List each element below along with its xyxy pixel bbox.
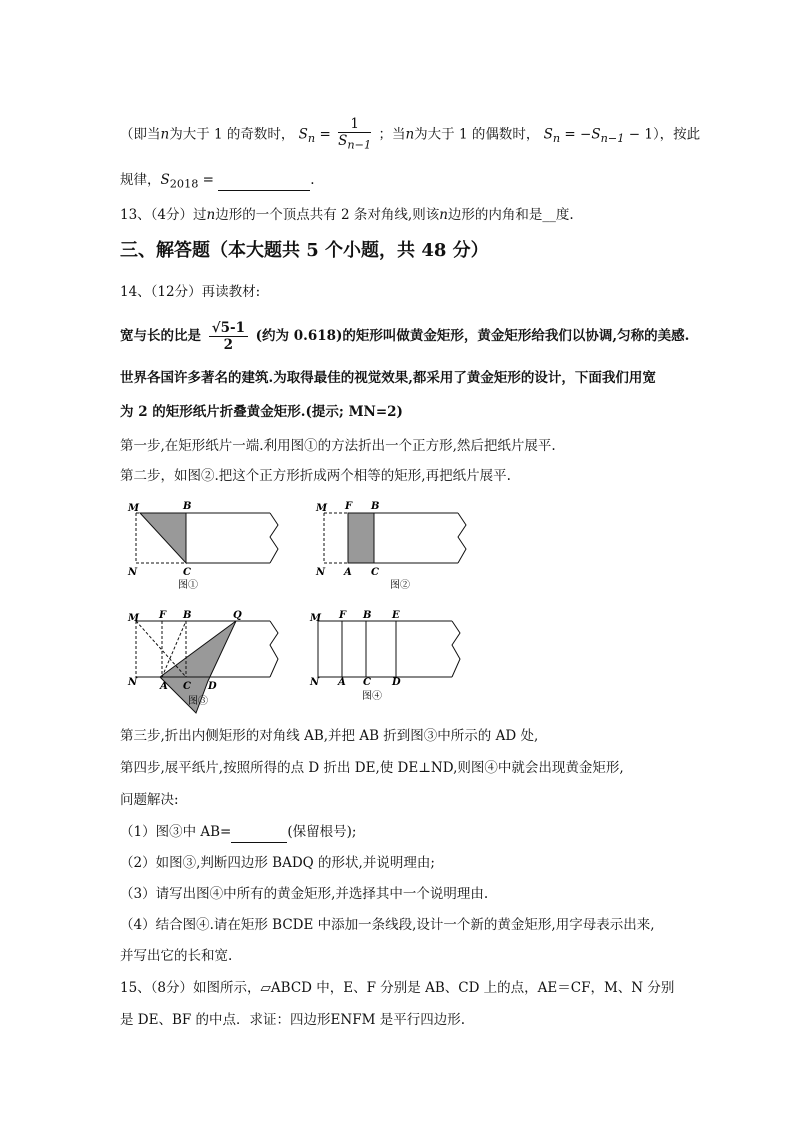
answer-blank[interactable] — [231, 822, 287, 843]
denominator — [338, 133, 371, 154]
step-4: 第四步,展平纸片,按照所得的点 D 折出 DE,使 DE⊥ND,则图④中就会出现黄金矩形, — [120, 760, 624, 776]
subscript: n — [307, 132, 316, 146]
text: 边形的一个顶点共有 2 条对角线,则该 — [215, 207, 440, 223]
label-n: N — [316, 567, 326, 578]
var-s: S — [160, 172, 170, 188]
label-q: Q — [233, 610, 242, 621]
recurrence-rule-line — [120, 116, 700, 154]
label-m: M — [310, 613, 322, 624]
label-c: C — [363, 677, 371, 688]
text: − 1 — [624, 126, 653, 143]
step-2: 第二步，如图②.把这个正方形折成两个相等的矩形,再把纸片展平. — [120, 468, 511, 484]
label-m: M — [128, 503, 140, 514]
var-n: n — [405, 126, 415, 143]
denominator: 2 — [223, 337, 234, 353]
text: 13、（4分）过 — [120, 207, 207, 223]
var-n: n — [206, 207, 216, 223]
numerator: √5-1 — [209, 320, 248, 337]
text: = — [315, 126, 331, 143]
label-c: C — [371, 567, 379, 578]
label-m: M — [128, 613, 140, 624]
text: （即当 — [120, 126, 161, 143]
section-title: 三、解答题（本大题共 5 个小题，共 48 分） — [120, 240, 489, 261]
text: （1）图③中 AB= — [120, 824, 232, 840]
numerator: 1 — [338, 116, 371, 133]
subscript: 2018 — [169, 177, 199, 191]
fraction — [338, 116, 371, 154]
text: ；当 — [378, 126, 406, 143]
text: = − — [560, 126, 592, 143]
text: = — [198, 172, 219, 188]
label-c: C — [183, 681, 191, 692]
subscript: n−1 — [600, 132, 625, 146]
paragraph: 为 2 的矩形纸片折叠黄金矩形.(提示; MN=2) — [120, 404, 403, 420]
text: 边形的内角和是__度. — [447, 207, 574, 223]
text: 为大于 1 的偶数时， — [414, 126, 540, 143]
label-d: D — [392, 677, 401, 688]
subscript: n — [552, 132, 561, 146]
sub-question-1 — [120, 822, 356, 843]
var-n: n — [160, 126, 170, 143]
figure-4 — [318, 621, 460, 677]
answer-blank[interactable] — [218, 170, 310, 191]
text: 为大于 1 的奇数时， — [169, 126, 295, 143]
golden-ratio-definition — [120, 320, 689, 353]
step-1: 第一步,在矩形纸片一端.利用图①的方法折出一个正方形,然后把纸片展平. — [120, 438, 556, 454]
text: ），按此 — [652, 126, 701, 143]
label-b: B — [183, 610, 192, 621]
text: 规律， — [120, 172, 161, 188]
label-e: E — [392, 610, 400, 621]
question-15-line1: 15、（8分）如图所示，▱ABCD 中，E、F 分别是 AB、CD 上的点，AE＝CF，M、N 分别 — [120, 980, 675, 996]
text: . — [310, 172, 315, 188]
label-b: B — [183, 501, 192, 512]
fraction-sqrt5 — [209, 320, 248, 353]
problem-heading: 问题解决: — [120, 792, 179, 808]
caption-fig3: 图③ — [188, 696, 208, 707]
label-d: D — [208, 681, 217, 692]
var-s: S — [298, 126, 308, 143]
caption-fig2: 图② — [390, 580, 410, 591]
subscript: n−1 — [347, 138, 372, 152]
paragraph: 世界各国许多著名的建筑.为取得最佳的视觉效果,都采用了黄金矩形的设计，下面我们用宽 — [120, 370, 656, 386]
var-s: S — [591, 126, 601, 143]
label-f: F — [339, 610, 347, 621]
label-m: M — [316, 503, 328, 514]
label-c: C — [183, 567, 191, 578]
var-n: n — [439, 207, 448, 223]
label-n: N — [310, 677, 320, 688]
caption-fig4: 图④ — [362, 691, 382, 702]
text: 宽与长的比是 — [120, 328, 201, 344]
figure-2 — [324, 513, 466, 563]
var-s: S — [338, 133, 348, 149]
label-a: A — [344, 567, 352, 578]
sub-question-4: （4）结合图④.请在矩形 BCDE 中添加一条线段,设计一个新的黄金矩形,用字母表示出来, — [120, 917, 655, 933]
caption-fig1: 图① — [178, 580, 198, 591]
question-15-line2: 是 DE、BF 的中点．求证：四边形ENFM 是平行四边形. — [120, 1012, 465, 1028]
text: (保留根号); — [287, 824, 357, 840]
question-14-title: 14、（12分）再读教材: — [120, 284, 261, 300]
label-b: B — [371, 501, 380, 512]
label-a: A — [338, 677, 346, 688]
figures — [0, 495, 794, 725]
text: (约为 0.618)的矩形叫做黄金矩形，黄金矩形给我们以协调,匀称的美感. — [255, 328, 690, 344]
var-s: S — [543, 126, 553, 143]
answer-line-s2018 — [120, 170, 315, 195]
label-n: N — [128, 677, 138, 688]
label-n: N — [128, 567, 138, 578]
label-a: A — [160, 681, 168, 692]
step-3: 第三步,折出内侧矩形的对角线 AB,并把 AB 折到图③中所示的 AD 处, — [120, 728, 539, 744]
label-b: B — [363, 610, 372, 621]
sub-question-2: （2）如图③,判断四边形 BADQ 的形状,并说明理由; — [120, 855, 435, 871]
question-13 — [120, 205, 574, 225]
label-f: F — [345, 501, 353, 512]
figure-1 — [136, 513, 278, 563]
sub-question-3: （3）请写出图④中所有的黄金矩形,并选择其中一个说明理由. — [120, 886, 489, 902]
label-f: F — [159, 610, 167, 621]
sub-question-4-cont: 并写出它的长和宽. — [120, 948, 233, 964]
